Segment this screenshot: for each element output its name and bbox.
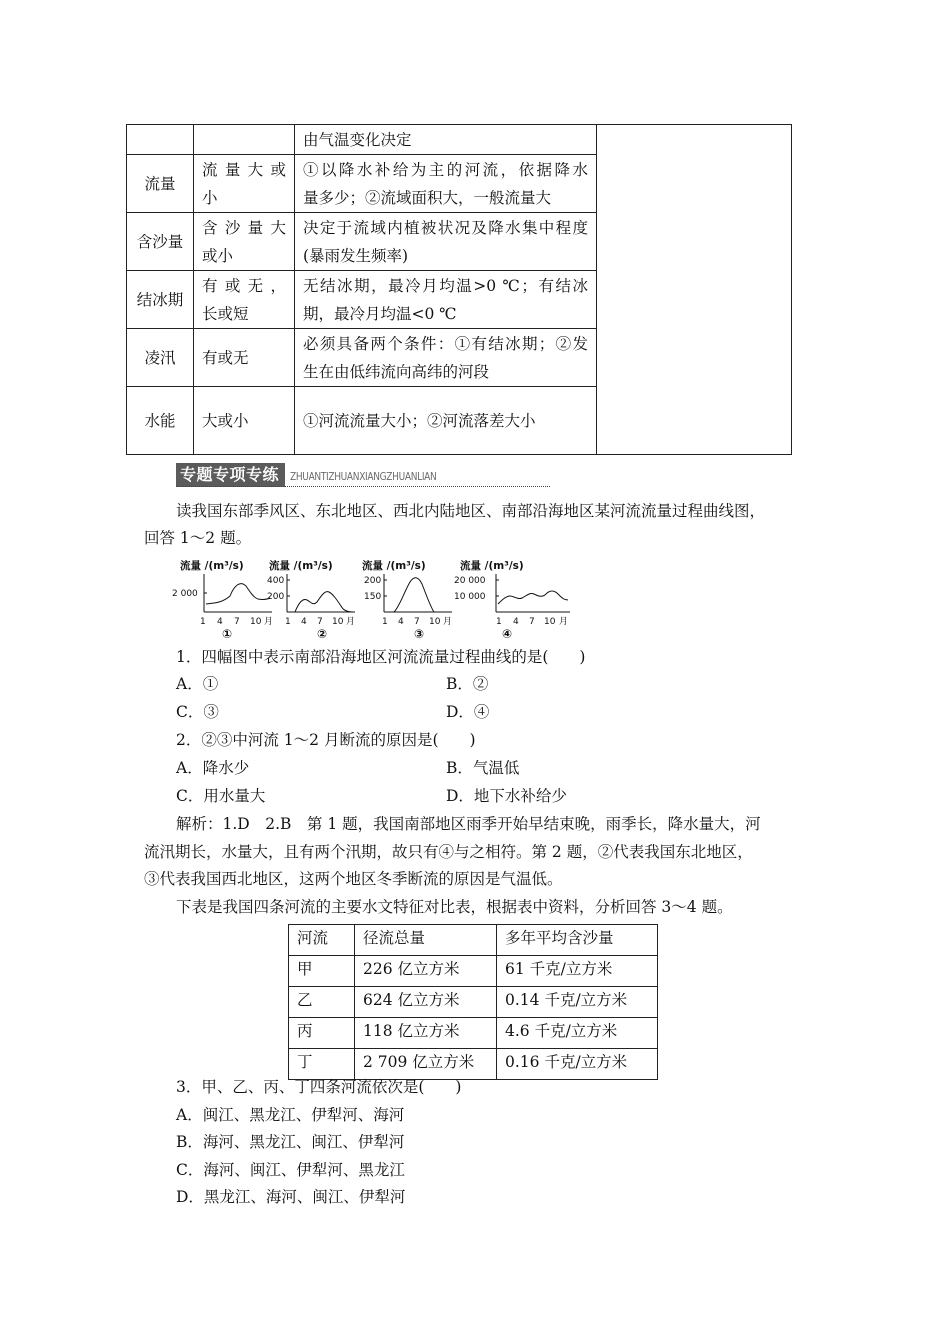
x-tick-label: 4 — [217, 617, 223, 627]
table-cell — [194, 213, 295, 271]
table-cell: 乙 — [289, 987, 355, 1018]
table-header-row — [289, 925, 658, 956]
y-tick-label: 150 — [364, 592, 382, 602]
table-cell: 大或小 — [194, 387, 295, 455]
x-unit: 月 — [264, 617, 274, 627]
cell-line: 有 或 无 ， — [202, 276, 286, 295]
table-cell — [194, 155, 295, 213]
cell-line: 长或短 — [202, 304, 249, 323]
table-row — [289, 956, 658, 987]
question-3-option-d[interactable]: D．黑龙江、海河、闽江、伊犁河 — [176, 1188, 406, 1206]
intro-text: 下表是我国四条河流的主要水文特征对比表，根据表中资料，分析回答 3～4 题。 — [176, 898, 733, 916]
flow-curve — [289, 592, 353, 612]
river-comparison-table — [288, 924, 658, 1080]
table-cell — [295, 155, 597, 213]
section-banner-subtitle: ZHUANTIZHUANXIANGZHUANLIAN — [290, 470, 437, 483]
cell-line: 或小 — [202, 246, 234, 265]
question-1-option-d[interactable]: D．④ — [446, 703, 490, 721]
table-header-cell: 多年平均含沙量 — [497, 925, 658, 956]
chart-label: ② — [317, 627, 328, 641]
cell-line: 含 沙 量 大 — [202, 218, 286, 237]
table-header-cell: 河流 — [289, 925, 355, 956]
cell-line: 流 量 大 或 — [202, 160, 286, 179]
question-1-stem: 1．四幅图中表示南部沿海地区河流流量过程曲线的是( ) — [176, 648, 586, 666]
question-3-stem: 3．甲、乙、丙、丁四条河流依次是( ) — [176, 1078, 462, 1096]
table-row — [289, 1018, 658, 1049]
analysis-text: ③代表我国西北地区，这两个地区冬季断流的原因是气温低。 — [144, 870, 563, 888]
table-cell: 有或无 — [194, 329, 295, 387]
table-cell: 226 亿立方米 — [355, 956, 497, 987]
table-cell: 61 千克/立方米 — [497, 956, 658, 987]
x-tick-label: 1 — [382, 617, 388, 627]
x-tick-label: 10 — [429, 617, 441, 627]
table-cell: 水能 — [127, 387, 194, 455]
cell-line: 小 — [202, 188, 218, 207]
table-cell: 含沙量 — [127, 213, 194, 271]
table-cell: 由气温变化决定 — [295, 125, 597, 155]
banner-divider — [176, 486, 550, 487]
table-cell: 丁 — [289, 1049, 355, 1080]
table-cell — [127, 125, 194, 155]
table-cell: 4.6 千克/立方米 — [497, 1018, 658, 1049]
table-cell: 甲 — [289, 956, 355, 987]
question-3-option-c[interactable]: C．海河、闽江、伊犁河、黑龙江 — [176, 1161, 405, 1179]
chart-title: 流量 /(m³/s) — [180, 560, 244, 572]
table-cell: 2 709 亿立方米 — [355, 1049, 497, 1080]
question-1-option-a[interactable]: A．① — [176, 675, 219, 693]
x-tick-label: 10 — [332, 617, 344, 627]
cell-line: 生在由低纬流向高纬的河段 — [303, 362, 490, 381]
table-cell-empty — [597, 125, 792, 455]
cell-line: ①以降水补给为主的河流，依据降水 — [303, 160, 588, 179]
chart-label: ④ — [502, 627, 513, 641]
question-2-option-b[interactable]: B．气温低 — [446, 759, 520, 777]
table-header-cell: 径流总量 — [355, 925, 497, 956]
chart-label: ③ — [414, 627, 425, 641]
table-cell: 丙 — [289, 1018, 355, 1049]
question-2-stem: 2．②③中河流 1～2 月断流的原因是( ) — [176, 731, 476, 749]
x-tick-label: 7 — [414, 617, 420, 627]
x-tick-label: 7 — [529, 617, 535, 627]
x-tick-label: 1 — [496, 617, 502, 627]
y-tick-label: 10 000 — [454, 592, 486, 602]
chart-svg — [438, 556, 628, 642]
question-1-option-b[interactable]: B．② — [446, 675, 489, 693]
x-tick-label: 4 — [301, 617, 307, 627]
analysis-text: 流汛期长，水量大，且有两个汛期，故只有④与之相符。第 2 题，②代表我国东北地区， — [144, 843, 753, 861]
table-row — [127, 125, 792, 155]
cell-line: (暴雨发生频率) — [303, 246, 409, 265]
x-unit: 月 — [559, 617, 569, 627]
flow-curve — [206, 584, 270, 604]
x-tick-label: 7 — [234, 617, 240, 627]
question-2-option-c[interactable]: C．用水量大 — [176, 787, 266, 805]
table-cell: 结冰期 — [127, 271, 194, 329]
question-1-option-c[interactable]: C．③ — [176, 703, 219, 721]
table-cell — [194, 271, 295, 329]
intro-text: 回答 1～2 题。 — [144, 529, 252, 547]
table-cell: 0.16 千克/立方米 — [497, 1049, 658, 1080]
x-tick-label: 4 — [398, 617, 404, 627]
chart-label: ① — [222, 627, 233, 641]
table-cell: 118 亿立方米 — [355, 1018, 497, 1049]
section-banner: 专题专项专练 — [176, 463, 285, 487]
cell-line: 量多少；②流域面积大，一般流量大 — [303, 188, 552, 207]
x-tick-label: 4 — [513, 617, 519, 627]
analysis-text: 解析：1.D 2.B 第 1 题，我国南部地区雨季开始早结束晚，雨季长，降水量大，河 — [176, 815, 761, 833]
x-tick-label: 7 — [317, 617, 323, 627]
question-2-option-d[interactable]: D．地下水补给少 — [446, 787, 567, 805]
y-tick-label: 200 — [364, 576, 382, 586]
chart-title: 流量 /(m³/s) — [362, 560, 426, 572]
table-row — [289, 1049, 658, 1080]
question-2-option-a[interactable]: A．降水少 — [176, 759, 250, 777]
y-tick-label: 20 000 — [454, 576, 486, 586]
table-cell — [295, 329, 597, 387]
flow-chart-4 — [438, 556, 628, 642]
flow-curve — [498, 591, 568, 604]
cell-line: 决定于流域内植被状况及降水集中程度 — [303, 218, 588, 237]
chart-title: 流量 /(m³/s) — [269, 560, 333, 572]
table-cell: 624 亿立方米 — [355, 987, 497, 1018]
x-tick-label: 10 — [250, 617, 262, 627]
table-cell — [295, 213, 597, 271]
question-3-option-b[interactable]: B．海河、黑龙江、闽江、伊犁河 — [176, 1133, 405, 1151]
x-tick-label: 10 — [544, 617, 556, 627]
cell-line: 无结冰期，最冷月均温>0 ℃；有结冰 — [303, 276, 588, 295]
table-cell: 0.14 千克/立方米 — [497, 987, 658, 1018]
x-tick-label: 1 — [285, 617, 291, 627]
question-3-option-a[interactable]: A．闽江、黑龙江、伊犁河、海河 — [176, 1106, 405, 1124]
cell-line: 期，最冷月均温<0 ℃ — [303, 304, 457, 323]
hydrology-table — [126, 124, 792, 455]
table-cell: 凌汛 — [127, 329, 194, 387]
y-tick-label: 400 — [267, 576, 285, 586]
table-cell — [295, 271, 597, 329]
chart-title: 流量 /(m³/s) — [460, 560, 524, 572]
table-cell: ①河流流量大小；②河流落差大小 — [295, 387, 597, 455]
y-tick-label: 2 000 — [172, 589, 198, 599]
x-tick-label: 1 — [200, 617, 206, 627]
table-cell: 流量 — [127, 155, 194, 213]
cell-line: 必须具备两个条件：①有结冰期；②发 — [303, 334, 588, 353]
x-unit: 月 — [346, 617, 356, 627]
table-row — [289, 987, 658, 1018]
x-unit: 月 — [443, 617, 453, 627]
table-cell — [194, 125, 295, 155]
y-tick-label: 200 — [267, 592, 285, 602]
intro-text: 读我国东部季风区、东北地区、西北内陆地区、南部沿海地区某河流流量过程曲线图， — [176, 502, 766, 520]
